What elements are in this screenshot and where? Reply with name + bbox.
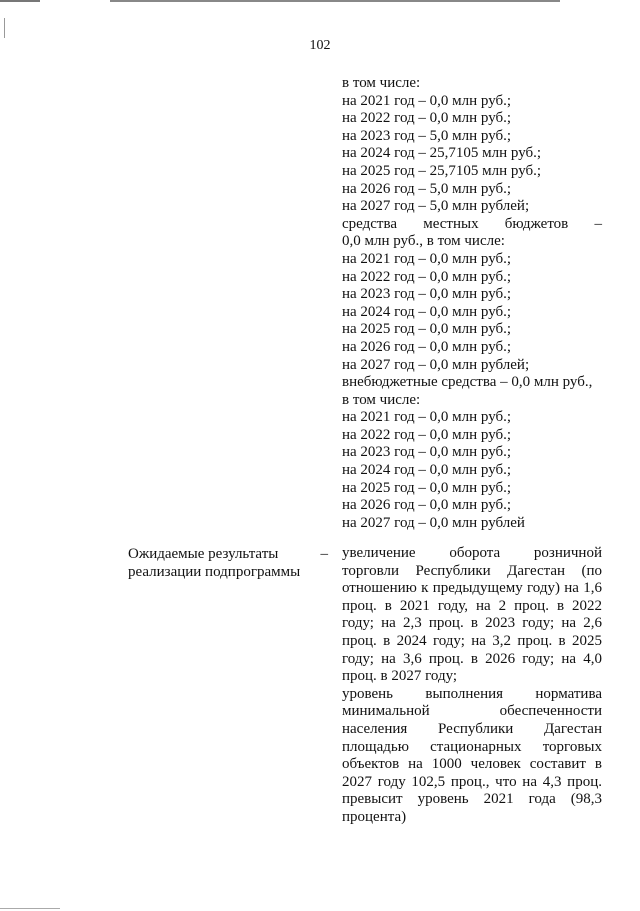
funding-line: на 2023 год – 0,0 млн руб.;: [342, 444, 512, 461]
funding-line: в том числе:: [342, 75, 421, 91]
funding-line: на 2024 год – 0,0 млн руб.;: [342, 303, 512, 320]
funding-line: на 2024 год – 0,0 млн руб.;: [342, 462, 512, 479]
funding-line: на 2021 год – 0,0 млн руб.;: [342, 409, 512, 426]
scan-edge-bottom: [0, 908, 60, 909]
funding-line: на 2025 год – 0,0 млн руб.;: [342, 479, 512, 496]
funding-line: на 2022 год – 0,0 млн руб.;: [342, 110, 512, 127]
page-number: 102: [309, 38, 331, 53]
funding-line: на 2027 год – 5,0 млн рублей;: [342, 198, 530, 215]
scan-edge-top: [0, 0, 640, 2]
local-budget-line: [342, 216, 602, 234]
funding-line: на 2022 год – 0,0 млн руб.;: [342, 426, 512, 443]
results-paragraph-norm: уровень выполнения норматива минимальной обеспеченности населения Республики Дагестан площадью стационарных торговых объектов на 1000 человек составит в 2027 году 102,5 проц., что на 4,3 проц. превысит уровень 2021 года (98,3 процента): [342, 685, 602, 825]
results-label-row: [128, 545, 328, 563]
local-budget-word: средства: [342, 215, 398, 232]
results-paragraph-turnover: увеличение оборота розничной торговли Республики Дагестан (по отношению к предыдущему году) на 1,6 проц. в 2021 году, на 2 проц. в 2022 году; на 2,3 проц. в 2023 году; на 2,6 проц. в 2024 году; на 3,2 проц. в 2025 году; на 3,6 проц. в 2026 году; на 4,0 проц. в 2027 году;: [342, 545, 602, 685]
local-budget-word: местных: [423, 215, 479, 232]
funding-line: внебюджетные средства – 0,0 млн руб.,: [342, 374, 593, 391]
funding-line: на 2024 год – 25,7105 млн руб.;: [342, 145, 542, 162]
scan-edge-left: [4, 18, 5, 38]
funding-line: на 2026 год – 5,0 млн руб.;: [342, 180, 512, 197]
results-label-line2: реализации подпрограммы: [128, 564, 301, 580]
funding-line: на 2023 год – 0,0 млн руб.;: [342, 286, 512, 303]
results-label-dash: –: [320, 546, 328, 562]
funding-line: на 2022 год – 0,0 млн руб.;: [342, 268, 512, 285]
funding-block: [342, 75, 602, 532]
funding-line: на 2021 год – 0,0 млн руб.;: [342, 92, 512, 109]
local-budget-continuation: 0,0 млн руб., в том числе:: [342, 233, 505, 250]
funding-line: на 2026 год – 0,0 млн руб.;: [342, 497, 512, 514]
results-label-line1: Ожидаемые результаты: [128, 546, 279, 562]
local-budget-dash: –: [594, 215, 602, 232]
funding-line: на 2027 год – 0,0 млн рублей;: [342, 356, 530, 373]
funding-line: на 2025 год – 25,7105 млн руб.;: [342, 162, 542, 179]
funding-line: на 2021 год – 0,0 млн руб.;: [342, 250, 512, 267]
local-budget-word: бюджетов: [504, 215, 569, 232]
funding-line: на 2027 год – 0,0 млн рублей: [342, 514, 525, 531]
funding-line: на 2025 год – 0,0 млн руб.;: [342, 321, 512, 338]
funding-line: в том числе:: [342, 391, 421, 408]
funding-line: на 2023 год – 5,0 млн руб.;: [342, 127, 512, 144]
results-block: [342, 545, 602, 827]
funding-line: на 2026 год – 0,0 млн руб.;: [342, 338, 512, 355]
results-label: [128, 545, 328, 581]
